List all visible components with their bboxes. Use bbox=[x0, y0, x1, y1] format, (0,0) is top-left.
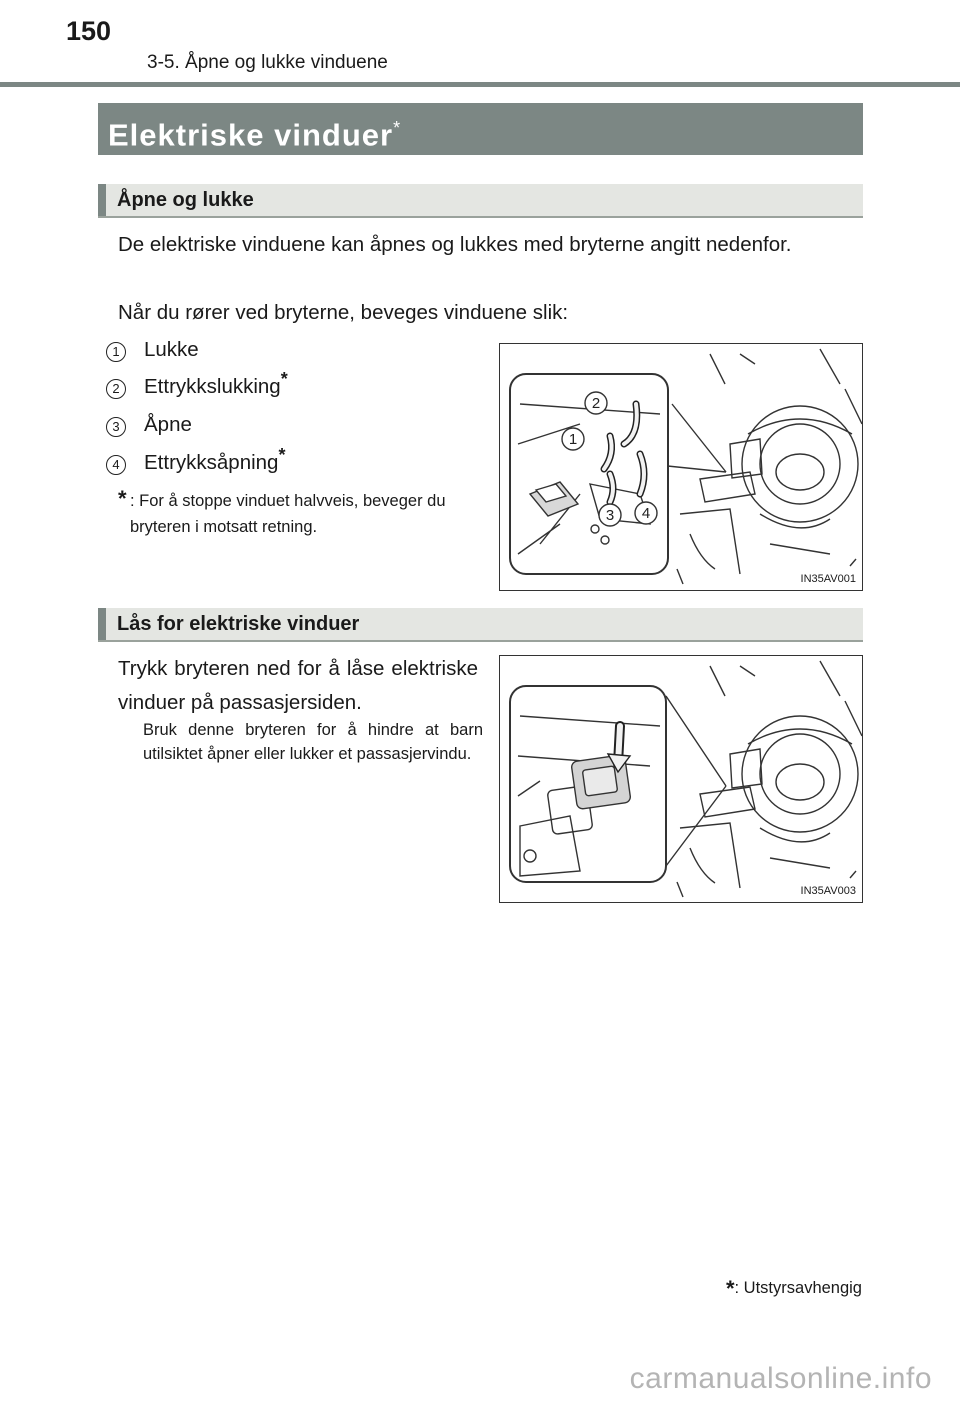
window-lock-illustration bbox=[500, 656, 863, 903]
figure-code: IN35AV001 bbox=[800, 573, 856, 585]
callout-4: 4 bbox=[641, 505, 651, 522]
lock-note: Bruk denne bryteren for å hindre at barn utilsiktet åpner eller lukker et passasjervindu. bbox=[143, 721, 483, 763]
item-text bbox=[144, 369, 288, 399]
page-number: 150 bbox=[66, 16, 112, 46]
callout-1: 1 bbox=[568, 431, 578, 448]
window-switch-figure bbox=[499, 343, 863, 591]
item-star: * bbox=[280, 369, 288, 390]
header-rule bbox=[0, 82, 960, 87]
page-title-text: Elektriske vinduer bbox=[108, 117, 394, 153]
item-label: Ettrykksåpning bbox=[144, 451, 279, 474]
footnote bbox=[118, 488, 468, 540]
lead-paragraph: Når du rører ved bryterne, beveges vinduene slik: bbox=[118, 301, 569, 324]
equipment-note bbox=[726, 1276, 862, 1302]
item-label: Lukke bbox=[144, 338, 199, 361]
footnote-text: : For å stoppe vinduet halvveis, beveger du bryteren i motsatt retning. bbox=[130, 492, 446, 536]
lock-paragraph: Trykk bryteren ned for å låse elektriske vinduer på passasjersiden. bbox=[118, 657, 478, 714]
page-title bbox=[98, 103, 863, 155]
section-heading-label: Åpne og lukke bbox=[117, 189, 254, 211]
heading-accent bbox=[98, 608, 106, 640]
figure-code: IN35AV003 bbox=[800, 885, 856, 897]
window-switch-illustration bbox=[500, 344, 863, 591]
section-heading-window-lock bbox=[98, 608, 863, 642]
running-head: 3-5. Åpne og lukke vinduene bbox=[147, 52, 388, 73]
equipment-note-star: * bbox=[725, 1276, 735, 1301]
item-label: Åpne bbox=[144, 413, 192, 436]
equipment-note-text: : Utstyrsavhengig bbox=[734, 1279, 862, 1297]
footnote-star: * bbox=[118, 486, 127, 511]
callout-3: 3 bbox=[605, 507, 615, 524]
item-number-badge: 1 bbox=[106, 342, 126, 362]
section-heading-open-close bbox=[98, 184, 863, 218]
window-lock-figure bbox=[499, 655, 863, 903]
callout-2: 2 bbox=[591, 395, 601, 412]
equipment-star: * bbox=[393, 118, 402, 138]
intro-paragraph: De elektriske vinduene kan åpnes og lukkes med bryterne angitt nedenfor. bbox=[118, 233, 792, 256]
heading-accent bbox=[98, 184, 106, 216]
item-number-badge: 4 bbox=[106, 455, 126, 475]
item-star: * bbox=[278, 445, 286, 466]
section-heading-label: Lås for elektriske vinduer bbox=[117, 613, 360, 635]
watermark: carmanualsonline.info bbox=[629, 1362, 932, 1395]
item-text bbox=[144, 445, 286, 475]
item-number-badge: 3 bbox=[106, 417, 126, 437]
item-number-badge: 2 bbox=[106, 379, 126, 399]
item-label: Ettrykkslukking bbox=[144, 375, 281, 398]
